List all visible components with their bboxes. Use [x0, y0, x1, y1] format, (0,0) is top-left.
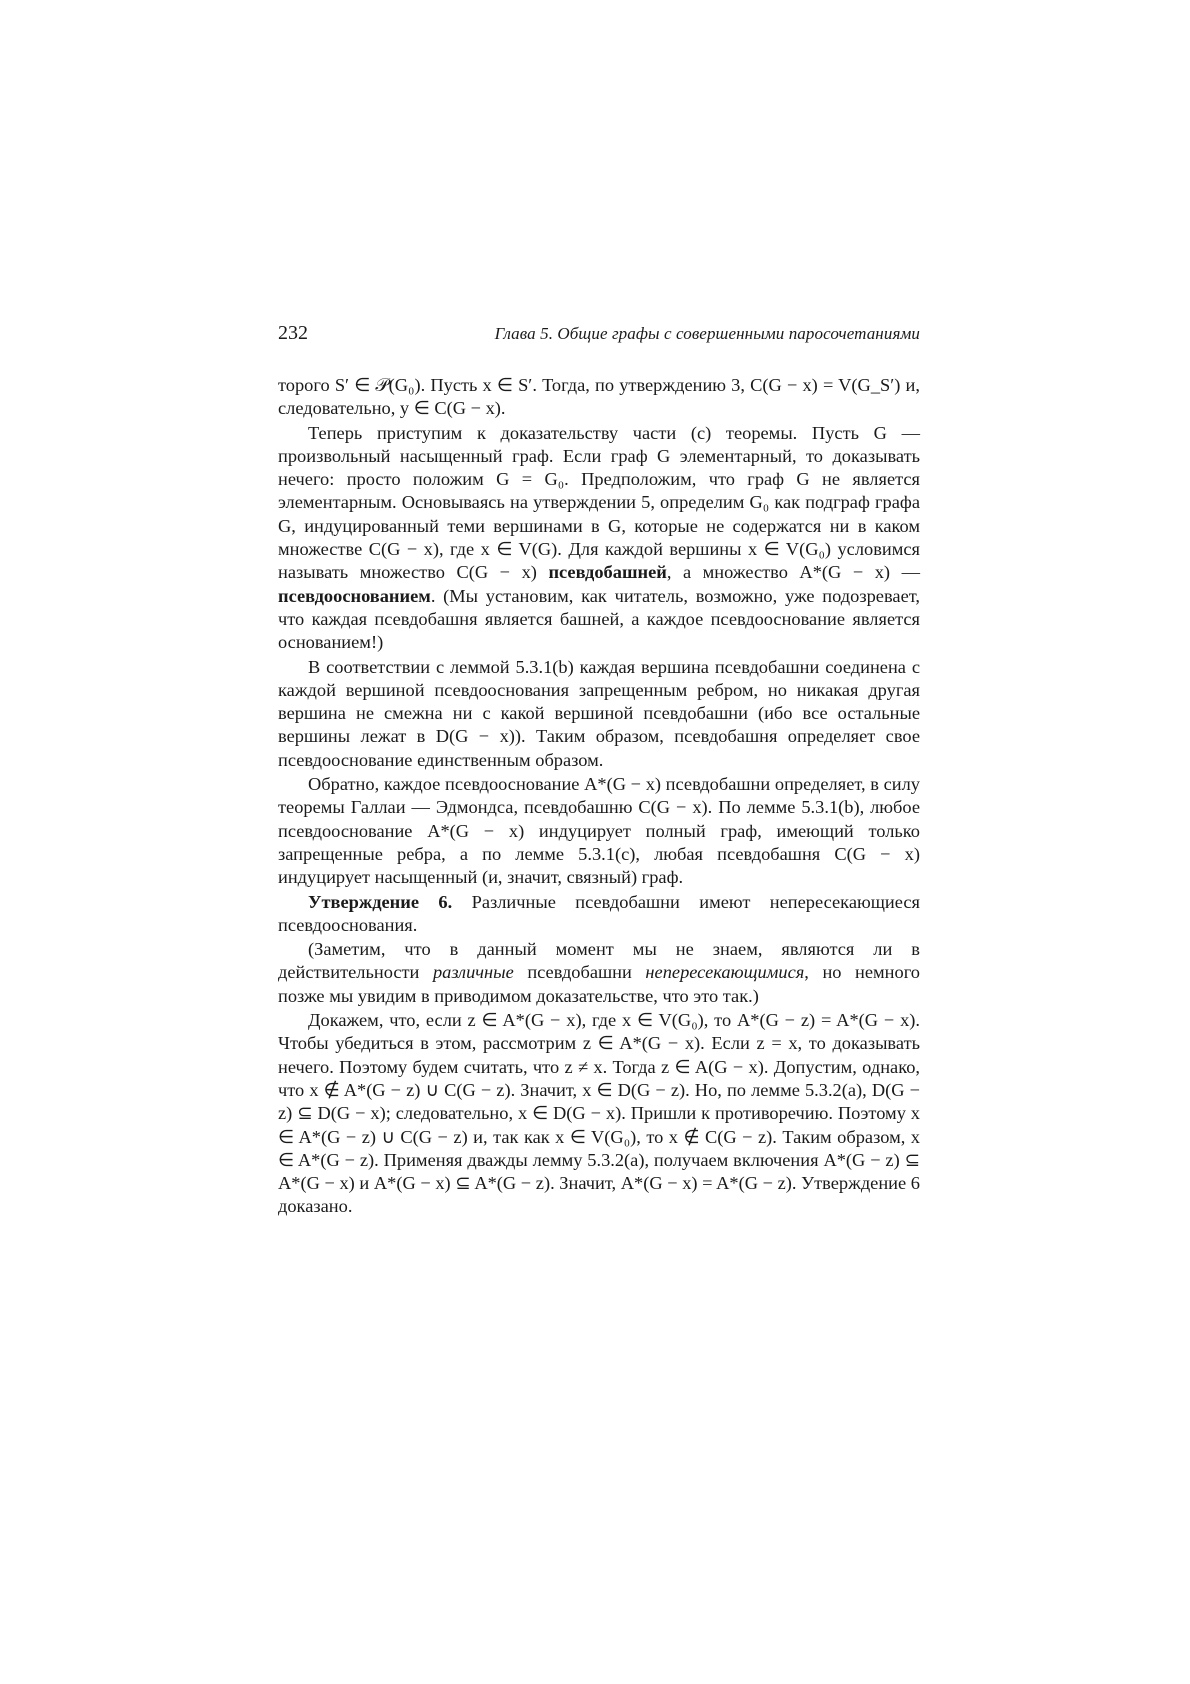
paragraph-4: Обратно, каждое псевдооснование A*(G − x) псевдобашни определяет, в силу теоремы Галлаи — Эдмондса, псевдобашню C(G − x). По лемме 5.3.1(b), любое псевдооснование A*(G − x) индуцирует полный граф, имеющий только запрещенные ребра, а по лемме 5.3.1(c), любая псевдобашня C(G − x) индуцирует насыщенный (и, значит, связный) граф.: [278, 774, 920, 888]
book-page: [278, 318, 920, 1220]
term-pseudobase: псевдооснованием: [278, 585, 431, 606]
term-pseudotower: псевдобашней: [548, 562, 667, 583]
emphasis-disjoint: непересекающимися: [645, 962, 805, 983]
page-header: [278, 318, 920, 348]
statement-6-text: Различные псевдобашни имеют непересекающиеся псевдооснования.: [278, 891, 920, 935]
paragraph-1: торого S′ ∈ 𝒫(G₀). Пусть x ∈ S′. Тогда, по утверждению 3, C(G − x) = V(G_S′) и, следовательно, y ∈ C(G − x).: [278, 375, 920, 419]
page-number: 232: [278, 322, 308, 344]
paragraph-6-part-c: , но немного позже мы увидим в приводимом доказательстве, что это так.): [278, 962, 920, 1006]
paragraph-2-part-d: . (Мы установим, как читатель, возможно, уже подозревает, что каждая псевдобашня является башней, а каждое псевдооснование является основанием!): [278, 585, 920, 653]
paragraph-6: [278, 938, 920, 1008]
paragraph-6-part-a: (Заметим, что в данный момент мы не знаем, являются ли в действительности: [278, 939, 920, 983]
paragraph-2-part-a: Теперь приступим к доказательству части (c) теоремы. Пусть G — произвольный насыщенный граф. Если граф G элементарный, то доказывать нечего: просто положим G = G₀. Предположим, что граф G не является элементарным. Основываясь на утверждении 5, определим G₀ как подграф графа G, индуцированный теми вершинами в G, которые не содержатся ни в каком множестве C(G − x), где x ∈ V(G). Для каждой вершины x ∈ V(G₀) условимся называть множество C(G − x): [278, 422, 920, 583]
paragraph-2: [278, 422, 920, 655]
body-text: [278, 374, 920, 1219]
emphasis-different: различные: [432, 962, 514, 983]
paragraph-3: В соответствии с леммой 5.3.1(b) каждая вершина псевдобашни соединена с каждой вершиной псевдооснования запрещенным ребром, но никакая другая вершина не смежна ни с какой вершиной псевдобашни (ибо все остальные вершины лежат в D(G − x)). Таким образом, псевдобашня определяет свое псевдооснование единственным образом.: [278, 656, 920, 770]
statement-6-label: Утверждение 6.: [308, 891, 453, 912]
paragraph-2-part-c: , а множество A*(G − x) —: [666, 562, 920, 583]
statement-6: [278, 891, 920, 938]
paragraph-6-part-b: псевдобашни: [513, 962, 646, 983]
running-head: Глава 5. Общие графы с совершенными паросочетаниями: [494, 324, 920, 343]
paragraph-7: Докажем, что, если z ∈ A*(G − x), где x ∈ V(G₀), то A*(G − z) = A*(G − x). Чтобы убедиться в этом, рассмотрим z ∈ A*(G − x). Если z = x, то доказывать нечего. Поэтому будем считать, что z ≠ x. Тогда z ∈ A(G − x). Допустим, однако, что x ∉ A*(G − z) ∪ C(G − z). Значит, x ∈ D(G − z). Но, по лемме 5.3.2(a), D(G − z) ⊆ D(G − x); следовательно, x ∈ D(G − x). Пришли к противоречию. Поэтому x ∈ A*(G − z) ∪ C(G − z) и, так как x ∈ V(G₀), то x ∉ C(G − z). Таким образом, x ∈ A*(G − z). Применяя дважды лемму 5.3.2(a), получаем включения A*(G − z) ⊆ A*(G − x) и A*(G − x) ⊆ A*(G − z). Значит, A*(G − x) = A*(G − z). Утверждение 6 доказано.: [278, 1010, 920, 1217]
